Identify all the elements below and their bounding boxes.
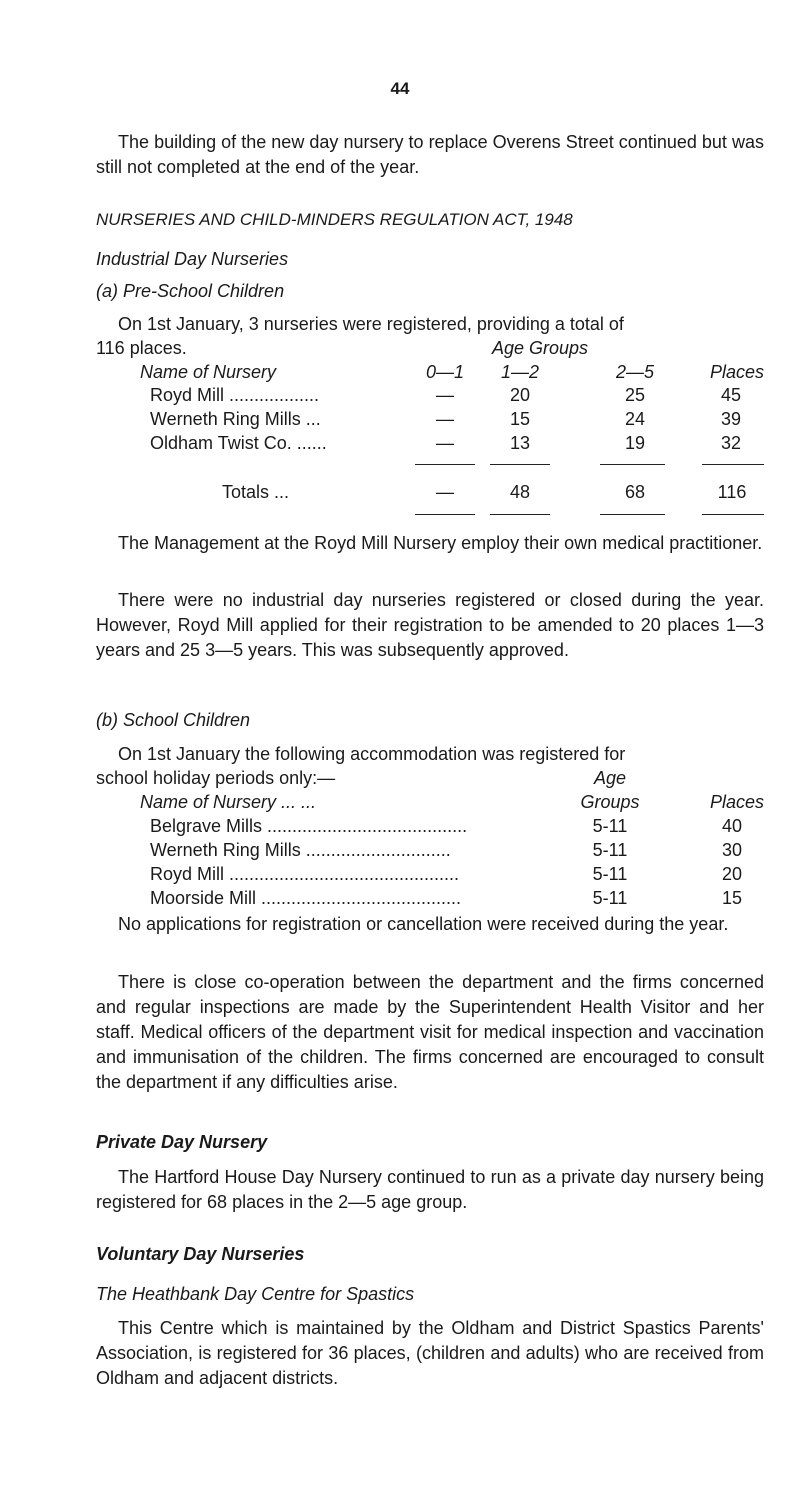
intro-paragraph: The building of the new day nursery to replace Overens Street continued but was still not completed at the end of the year. [96,132,764,177]
cell-group: 5-11 [592,840,628,860]
rule [702,514,764,515]
cell-places: 39 [720,409,742,429]
school-heading: (b) School Children [96,710,251,730]
rule [490,514,550,515]
cell-2-5: 24 [624,409,646,429]
cell-1-2: 20 [509,385,531,405]
cell-2-5: 25 [624,385,646,405]
cell-places: 45 [720,385,742,405]
cell-places: 20 [721,864,743,884]
no-applications-paragraph: No applications for registration or cancellation were received during the year. [118,914,729,934]
cell-name: Royd Mill .................. [150,385,320,405]
cell-places: 32 [720,433,742,453]
col-header-0-1: 0—1 [425,362,465,382]
col-header-places: Places [709,792,764,812]
cell-places: 15 [721,888,743,908]
rule [600,464,665,465]
heathbank-paragraph: This Centre which is maintained by the Oldham and District Spastics Parents' Association, is registered for 36 places, (children and adults) who are received from Oldham and adjacent districts. [96,1318,764,1388]
industrial-heading: Industrial Day Nurseries [96,249,289,269]
no-industrial-paragraph: There were no industrial day nurseries registered or closed during the year. However, Royd Mill applied for their registration to be amended to 20 places 1—3 years and 25 3—5 years. This was subsequently approved. [96,590,764,660]
col-header-2-5: 2—5 [615,362,655,382]
cell-places: 40 [721,816,743,836]
cell-group: 5-11 [592,864,628,884]
page-number: 44 [390,79,410,98]
total-1-2: 48 [509,482,531,502]
cell-1-2: 13 [509,433,531,453]
school-intro-line2: school holiday periods only:— [96,768,336,788]
management-paragraph: The Management at the Royd Mill Nursery employ their own medical practitioner. [118,533,763,553]
cell-name: Royd Mill .............................................. [150,864,460,884]
col-header-groups: Groups [580,792,640,812]
cell-name: Oldham Twist Co. ...... [150,433,327,453]
cell-0-1: — [436,385,454,405]
total-2-5: 68 [624,482,646,502]
cell-group: 5-11 [592,888,628,908]
rule [415,514,475,515]
cell-0-1: — [436,409,454,429]
total-0-1: — [436,482,454,502]
act-heading: NURSERIES AND CHILD-MINDERS REGULATION ACT, 1948 [96,210,573,229]
cell-2-5: 19 [624,433,646,453]
cooperation-paragraph: There is close co-operation between the department and the firms concerned and regular inspections are made by the Superintendent Health Visitor and her staff. Medical officers of the department visit for medical inspection and vaccination and immunisation of the children. The firms concerned are encouraged to consult the department if any difficulties arise. [96,972,764,1092]
rule [600,514,665,515]
age-groups-label: Age Groups [491,338,589,358]
private-heading: Private Day Nursery [96,1132,268,1152]
voluntary-heading: Voluntary Day Nurseries [96,1244,305,1264]
cell-name: Moorside Mill ........................................ [150,888,462,908]
cell-group: 5-11 [592,816,628,836]
rule [702,464,764,465]
cell-name: Werneth Ring Mills ............................. [150,840,451,860]
col-header-name: Name of Nursery [140,362,277,382]
col-header-name: Name of Nursery ... ... [140,792,317,812]
heathbank-heading: The Heathbank Day Centre for Spastics [96,1284,415,1304]
cell-1-2: 15 [509,409,531,429]
preschool-intro-line2: 116 places. [96,338,187,358]
rule [490,464,550,465]
school-intro-line1: On 1st January the following accommodation was registered for [118,744,626,764]
preschool-heading: (a) Pre-School Children [96,281,285,301]
total-places: 116 [717,482,747,502]
cell-name: Werneth Ring Mills ... [150,409,321,429]
rule [415,464,475,465]
private-paragraph: The Hartford House Day Nursery continued to run as a private day nursery being registered for 68 places in the 2—5 age group. [96,1167,764,1212]
totals-label: Totals ... [222,482,290,502]
age-label: Age [593,768,627,788]
col-header-places: Places [709,362,764,382]
preschool-intro-line1: On 1st January, 3 nurseries were registered, providing a total of [118,314,624,334]
col-header-1-2: 1—2 [500,362,540,382]
cell-0-1: — [436,433,454,453]
cell-name: Belgrave Mills ........................................ [150,816,468,836]
cell-places: 30 [721,840,743,860]
